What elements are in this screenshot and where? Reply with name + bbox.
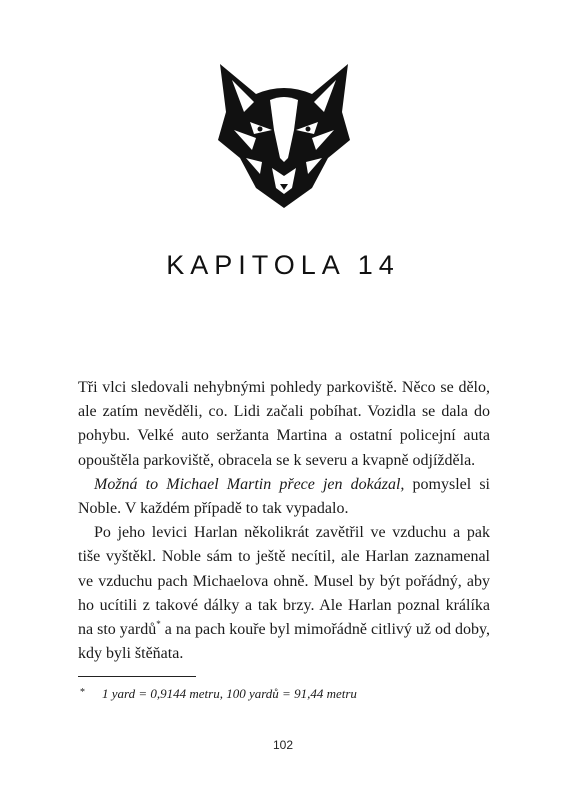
paragraph-2-rest: pomyslel si Noble. V každém případě to tak vypadalo.	[78, 475, 490, 518]
paragraph-3	[78, 521, 490, 666]
footnote-reference: *	[156, 618, 161, 629]
body-text	[78, 376, 490, 666]
paragraph-3-text: Po jeho levici Harlan několikrát zavětřil ve vzduchu a pak tiše vyštěkl. Noble sám to ještě necítil, ale Harlan zaznamenal ve vzduchu pach Michaelova ohně. Musel by být pořádný, aby ho ucítili z takové dálky a tak brzy. Ale Harlan poznal králíka na sto yardů	[78, 524, 490, 639]
paragraph-3-rest: a na pach kouře byl mimořádně citlivý už od doby, kdy byli štěňata.	[78, 621, 491, 663]
italic-thought: Možná to Michael Martin přece jen dokázal,	[94, 475, 405, 493]
footnote	[80, 686, 490, 702]
footnote-divider	[78, 676, 196, 677]
footnote-text: 1 yard = 0,9144 metru, 100 yardů = 91,44 metru	[102, 686, 357, 701]
paragraph-1: Tři vlci sledovali nehybnými pohledy parkoviště. Něco se dělo, ale zatím nevěděli, co. Lidi začali pobíhat. Vozidla se dala do pohybu. Velké auto seržanta Martina a ostatní policejní auta opouštěla parkoviště, obracela se k severu a kvapně odjížděla.	[78, 379, 490, 469]
wolf-head-icon	[216, 60, 352, 210]
footnote-mark: *	[80, 687, 85, 698]
page-number: 102	[272, 738, 294, 752]
paragraph-2	[78, 473, 490, 521]
chapter-title: KAPITOLA 14	[166, 250, 400, 280]
